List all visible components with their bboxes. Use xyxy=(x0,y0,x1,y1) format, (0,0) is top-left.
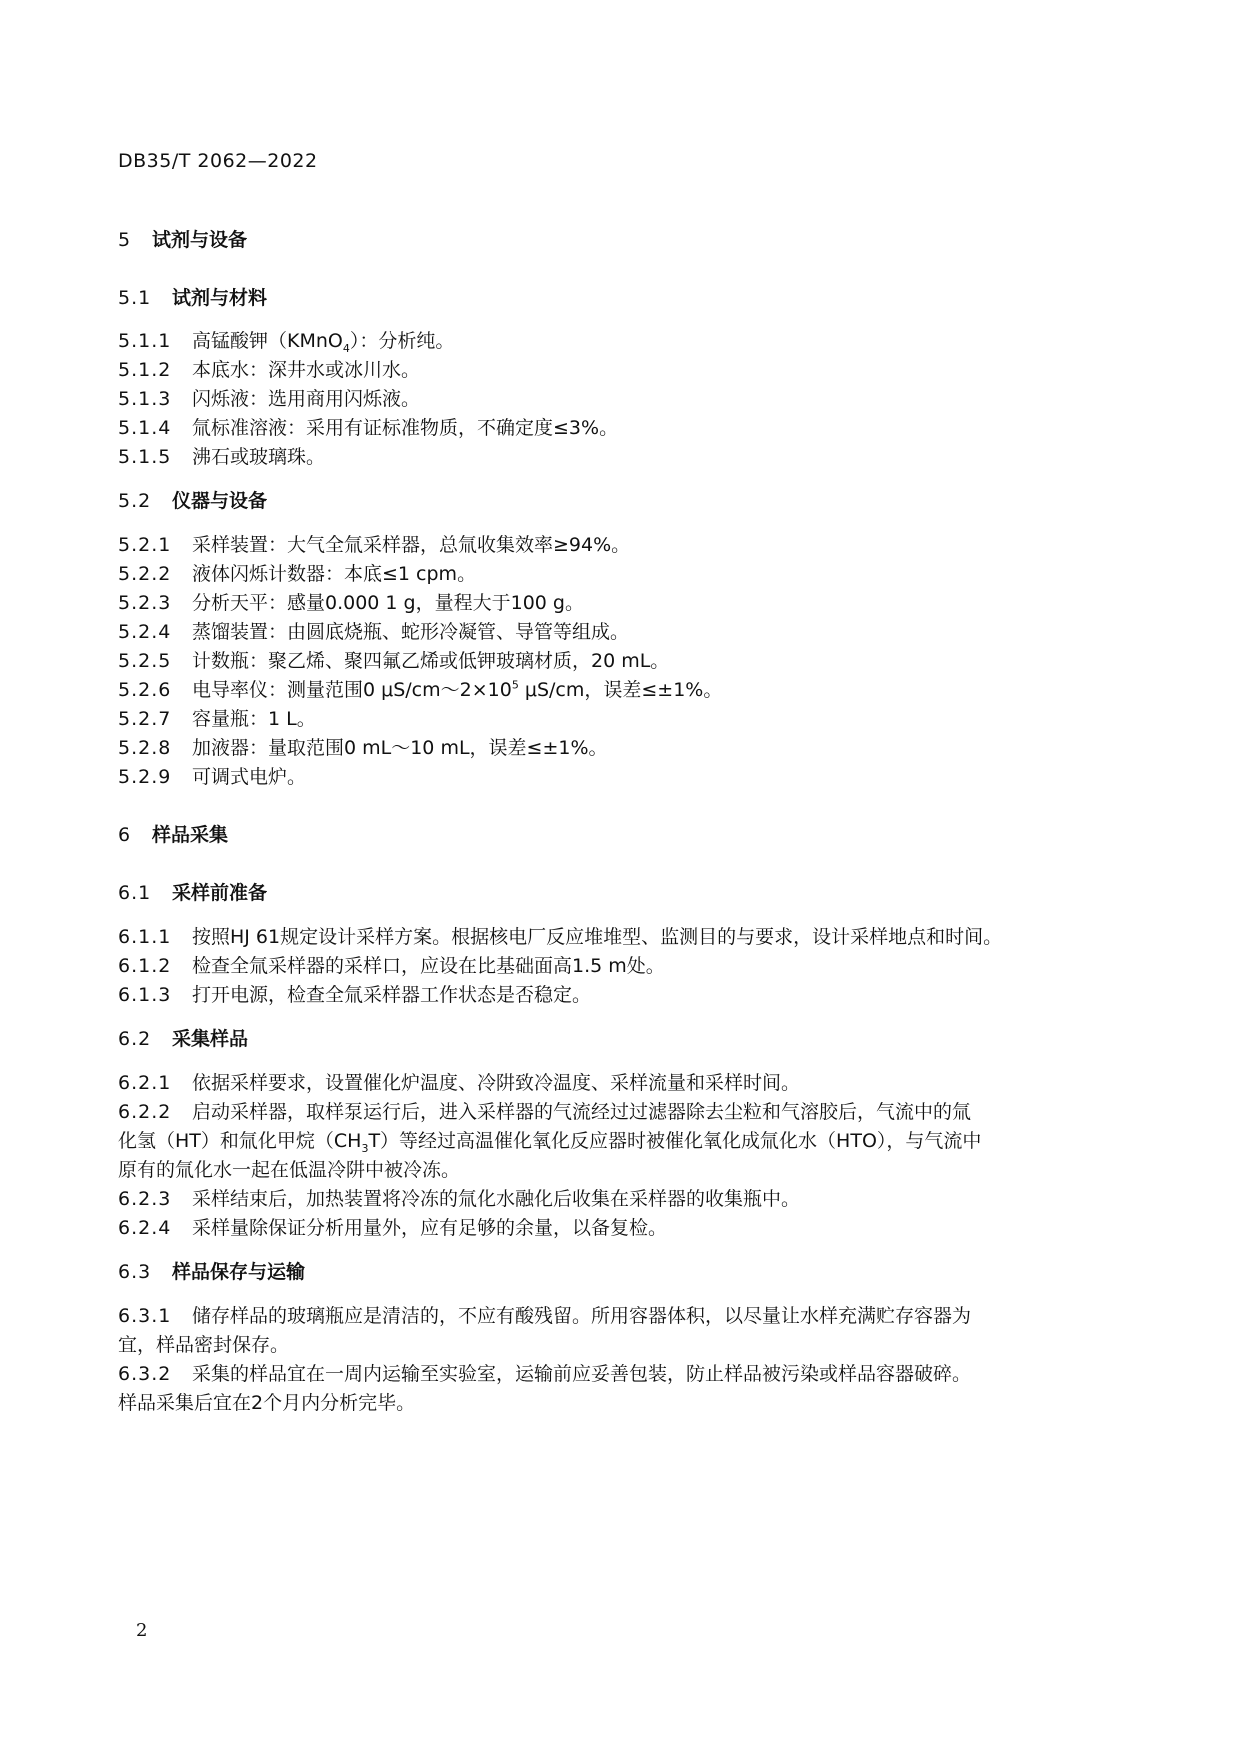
clause-number: 6.2.3 xyxy=(118,1188,172,1210)
subsection-6-3-heading xyxy=(118,1263,305,1282)
page-number: 2 xyxy=(136,1620,148,1641)
clause-5-1-2 xyxy=(118,361,420,380)
clause-5-2-5 xyxy=(118,652,669,671)
clause-text-post: ）：分析纯。 xyxy=(349,330,455,352)
clause-5-2-2 xyxy=(118,565,476,584)
clause-number: 6.2.1 xyxy=(118,1072,172,1094)
clause-number: 6.3.2 xyxy=(118,1363,172,1385)
clause-5-2-3 xyxy=(118,594,584,613)
clause-5-2-8 xyxy=(118,739,608,758)
clause-text: 液体闪烁计数器：本底≤1 cpm。 xyxy=(192,563,477,585)
clause-text: 储存样品的玻璃瓶应是清洁的，不应有酸残留。所用容器体积，以尽量让水样充满贮存容器为 xyxy=(192,1305,972,1327)
clause-number: 5.2.7 xyxy=(118,708,172,730)
clause-text: 启动采样器，取样泵运行后，进入采样器的气流经过过滤器除去尘粒和气溶胶后，气流中的氚 xyxy=(192,1101,972,1123)
section-number: 5 xyxy=(118,229,132,251)
superscript: 5 xyxy=(511,678,519,692)
subsection-5-2-heading xyxy=(118,492,267,511)
clause-text: 分析天平：感量0.000 1 g，量程大于100 g。 xyxy=(192,592,584,614)
clause-6-3-2-continuation xyxy=(118,1394,415,1413)
clause-6-1-1 xyxy=(118,928,1002,947)
clause-text: 本底水：深井水或冰川水。 xyxy=(192,359,421,381)
clause-text: 打开电源，检查全氚采样器工作状态是否稳定。 xyxy=(192,984,592,1006)
clause-5-1-1 xyxy=(118,330,455,355)
subsection-number: 5.2 xyxy=(118,490,152,512)
clause-5-2-6 xyxy=(118,678,723,701)
clause-text: 按照HJ 61规定设计采样方案。根据核电厂反应堆堆型、监测目的与要求，设计采样地点和时间。 xyxy=(192,926,1003,948)
clause-6-2-2 xyxy=(118,1103,971,1122)
clause-number: 5.2.4 xyxy=(118,621,172,643)
clause-text: 原有的氚化水一起在低温冷阱中被冷冻。 xyxy=(118,1159,461,1181)
clause-5-2-7 xyxy=(118,710,316,729)
clause-5-2-4 xyxy=(118,623,629,642)
clause-number: 5.1.2 xyxy=(118,359,172,381)
clause-6-2-1 xyxy=(118,1074,800,1093)
clause-text: 可调式电炉。 xyxy=(192,766,307,788)
clause-text: 闪烁液：选用商用闪烁液。 xyxy=(192,388,421,410)
subscript: 4 xyxy=(342,341,350,355)
clause-number: 5.1.1 xyxy=(118,330,172,352)
subsection-title: 采集样品 xyxy=(172,1028,249,1050)
clause-number: 5.2.1 xyxy=(118,534,172,556)
clause-6-1-2 xyxy=(118,957,665,976)
subscript: 3 xyxy=(361,1141,369,1155)
clause-text xyxy=(192,330,455,355)
clause-number: 5.1.5 xyxy=(118,446,172,468)
subsection-number: 5.1 xyxy=(118,287,152,309)
clause-6-3-1 xyxy=(118,1307,971,1326)
clause-number: 6.1.2 xyxy=(118,955,172,977)
clause-text: 依据采样要求，设置催化炉温度、冷阱致冷温度、采样流量和采样时间。 xyxy=(192,1072,801,1094)
clause-text: 宜，样品密封保存。 xyxy=(118,1334,290,1356)
subsection-6-1-heading xyxy=(118,884,267,903)
clause-number: 5.2.5 xyxy=(118,650,172,672)
clause-text: 采集的样品宜在一周内运输至实验室，运输前应妥善包装，防止样品被污染或样品容器破碎。 xyxy=(192,1363,972,1385)
clause-number: 6.2.4 xyxy=(118,1217,172,1239)
clause-6-2-2-continuation-2 xyxy=(118,1161,460,1180)
clause-text-post: μS/cm，误差≤±1%。 xyxy=(518,679,723,701)
clause-text: 沸石或玻璃珠。 xyxy=(192,446,326,468)
subsection-title: 仪器与设备 xyxy=(172,490,268,512)
subsection-title: 采样前准备 xyxy=(172,882,268,904)
clause-text: 采样结束后，加热装置将冷冻的氚化水融化后收集在采样器的收集瓶中。 xyxy=(192,1188,801,1210)
clause-5-1-3 xyxy=(118,390,420,409)
clause-text: 容量瓶：1 L。 xyxy=(192,708,316,730)
clause-number: 5.2.9 xyxy=(118,766,172,788)
clause-number: 5.2.8 xyxy=(118,737,172,759)
clause-text-pre: 化氢（HT）和氚化甲烷（CH xyxy=(118,1130,362,1152)
clause-text-pre: 高锰酸钾（KMnO xyxy=(192,330,343,352)
clause-6-1-3 xyxy=(118,986,591,1005)
clause-number: 6.3.1 xyxy=(118,1305,172,1327)
clause-number: 5.1.4 xyxy=(118,417,172,439)
clause-6-2-2-continuation xyxy=(118,1130,982,1155)
clause-6-3-1-continuation xyxy=(118,1336,289,1355)
clause-text: 样品采集后宜在2个月内分析完毕。 xyxy=(118,1392,416,1414)
subsection-title: 试剂与材料 xyxy=(172,287,268,309)
clause-6-3-2 xyxy=(118,1365,971,1384)
clause-number: 6.1.3 xyxy=(118,984,172,1006)
clause-text xyxy=(192,679,722,701)
clause-text: 采样量除保证分析用量外，应有足够的余量，以备复检。 xyxy=(192,1217,668,1239)
subsection-title: 样品保存与运输 xyxy=(172,1261,306,1283)
subsection-number: 6.1 xyxy=(118,882,152,904)
subsection-number: 6.3 xyxy=(118,1261,152,1283)
clause-5-2-1 xyxy=(118,536,630,555)
clause-text: 加液器：量取范围0 mL～10 mL，误差≤±1%。 xyxy=(192,737,608,759)
clause-5-1-4 xyxy=(118,419,618,438)
clause-text: 采样装置：大气全氚采样器，总氚收集效率≥94%。 xyxy=(192,534,631,556)
clause-5-2-9 xyxy=(118,768,306,787)
section-number: 6 xyxy=(118,824,132,846)
clause-text: 检查全氚采样器的采样口，应设在比基础面高1.5 m处。 xyxy=(192,955,665,977)
section-5-heading xyxy=(118,231,247,250)
clause-text-pre: 电导率仪：测量范围0 μS/cm～2×10 xyxy=(192,679,512,701)
clause-number: 6.2.2 xyxy=(118,1101,172,1123)
clause-number: 6.1.1 xyxy=(118,926,172,948)
document-code: DB35/T 2062—2022 xyxy=(118,150,318,172)
clause-6-2-3 xyxy=(118,1190,800,1209)
clause-number: 5.2.3 xyxy=(118,592,172,614)
section-title: 样品采集 xyxy=(152,824,229,846)
subsection-5-1-heading xyxy=(118,289,267,308)
section-title: 试剂与设备 xyxy=(152,229,248,251)
clause-number: 5.1.3 xyxy=(118,388,172,410)
section-6-heading xyxy=(118,826,228,845)
clause-text-post: T）等经过高温催化氧化反应器时被催化氧化成氚化水（HTO），与气流中 xyxy=(368,1130,982,1152)
clause-text: 蒸馏装置：由圆底烧瓶、蛇形冷凝管、导管等组成。 xyxy=(192,621,630,643)
clause-text: 计数瓶：聚乙烯、聚四氟乙烯或低钾玻璃材质，20 mL。 xyxy=(192,650,670,672)
subsection-6-2-heading xyxy=(118,1030,248,1049)
clause-number: 5.2.2 xyxy=(118,563,172,585)
clause-text: 氚标准溶液：采用有证标准物质，不确定度≤3%。 xyxy=(192,417,619,439)
clause-5-1-5 xyxy=(118,448,325,467)
subsection-number: 6.2 xyxy=(118,1028,152,1050)
clause-6-2-4 xyxy=(118,1219,667,1238)
clause-number: 5.2.6 xyxy=(118,679,172,701)
